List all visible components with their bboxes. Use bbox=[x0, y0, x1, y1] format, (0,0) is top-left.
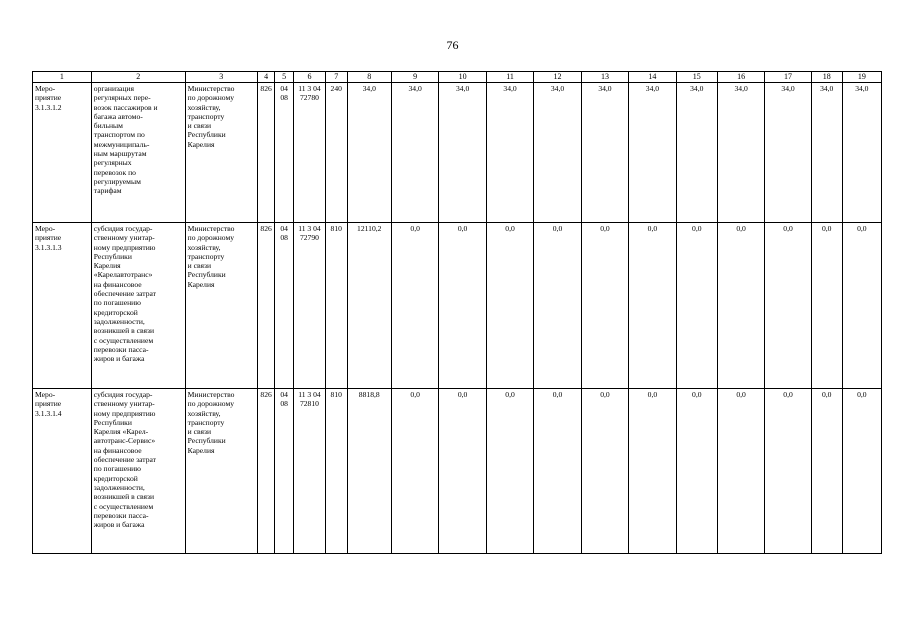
csr-cell: 11 3 04 72790 bbox=[293, 223, 325, 389]
description-cell: субсидия государ- ственному унитар- ному предприятию Республики Карелия «Карелавтотранс» на финансовое обеспечение затрат по погашению кредиторской задолженности, возникшей в связи с осуществлением перевозки пасса- жиров и багажа bbox=[91, 223, 185, 389]
value-cell: 0,0 bbox=[581, 389, 628, 554]
measure-cell: Меро- приятие 3.1.3.1.2 bbox=[33, 83, 92, 223]
grbs-cell: 826 bbox=[257, 83, 275, 223]
column-header: 15 bbox=[676, 72, 717, 83]
vr-cell: 810 bbox=[325, 389, 347, 554]
value-cell: 0,0 bbox=[486, 389, 533, 554]
budget-table bbox=[32, 71, 882, 554]
value-cell: 0,0 bbox=[391, 389, 438, 554]
value-cell: 0,0 bbox=[486, 223, 533, 389]
grbs-cell: 826 bbox=[257, 389, 275, 554]
vr-cell: 240 bbox=[325, 83, 347, 223]
executor-cell: Министерство по дорожному хозяйству, транспорту и связи Республики Карелия bbox=[185, 223, 257, 389]
executor-cell: Министерство по дорожному хозяйству, транспорту и связи Республики Карелия bbox=[185, 83, 257, 223]
value-cell: 0,0 bbox=[676, 223, 717, 389]
value-cell: 0,0 bbox=[842, 223, 881, 389]
value-cell: 0,0 bbox=[534, 223, 581, 389]
column-header: 16 bbox=[717, 72, 764, 83]
header-row bbox=[33, 72, 882, 83]
column-header: 11 bbox=[486, 72, 533, 83]
column-header: 13 bbox=[581, 72, 628, 83]
value-cell: 0,0 bbox=[629, 223, 676, 389]
value-cell: 34,0 bbox=[581, 83, 628, 223]
vr-cell: 810 bbox=[325, 223, 347, 389]
rzpr-cell: 04 08 bbox=[275, 223, 294, 389]
table-row bbox=[33, 389, 882, 554]
column-header: 12 bbox=[534, 72, 581, 83]
measure-cell: Меро- приятие 3.1.3.1.4 bbox=[33, 389, 92, 554]
value-cell: 34,0 bbox=[534, 83, 581, 223]
column-header: 14 bbox=[629, 72, 676, 83]
value-cell: 0,0 bbox=[765, 389, 811, 554]
value-cell: 0,0 bbox=[439, 223, 486, 389]
value-cell: 34,0 bbox=[811, 83, 842, 223]
column-header: 7 bbox=[325, 72, 347, 83]
column-header: 9 bbox=[391, 72, 438, 83]
csr-cell: 11 3 04 72810 bbox=[293, 389, 325, 554]
value-cell: 0,0 bbox=[391, 223, 438, 389]
value-cell: 34,0 bbox=[439, 83, 486, 223]
value-cell: 34,0 bbox=[486, 83, 533, 223]
measure-cell: Меро- приятие 3.1.3.1.3 bbox=[33, 223, 92, 389]
value-cell: 0,0 bbox=[842, 389, 881, 554]
value-cell: 0,0 bbox=[581, 223, 628, 389]
column-header: 6 bbox=[293, 72, 325, 83]
column-header: 2 bbox=[91, 72, 185, 83]
value-cell: 34,0 bbox=[717, 83, 764, 223]
value-cell: 0,0 bbox=[717, 223, 764, 389]
grbs-cell: 826 bbox=[257, 223, 275, 389]
column-header: 4 bbox=[257, 72, 275, 83]
rzpr-cell: 04 08 bbox=[275, 389, 294, 554]
table-row bbox=[33, 83, 882, 223]
value-cell: 0,0 bbox=[811, 223, 842, 389]
column-header: 18 bbox=[811, 72, 842, 83]
value-cell: 12110,2 bbox=[347, 223, 391, 389]
value-cell: 0,0 bbox=[629, 389, 676, 554]
description-cell: субсидия государ- ственному унитар- ному предприятию Республики Карелия «Карел- автотранс-Сервис» на финансовое обеспечение затрат по погашению кредиторской задолженности, возникшей в связи с осуществлением перевозки пасса- жиров и багажа bbox=[91, 389, 185, 554]
rzpr-cell: 04 08 bbox=[275, 83, 294, 223]
value-cell: 34,0 bbox=[676, 83, 717, 223]
column-header: 19 bbox=[842, 72, 881, 83]
csr-cell: 11 3 04 72780 bbox=[293, 83, 325, 223]
column-header: 10 bbox=[439, 72, 486, 83]
column-header: 3 bbox=[185, 72, 257, 83]
column-header: 1 bbox=[33, 72, 92, 83]
value-cell: 8818,8 bbox=[347, 389, 391, 554]
value-cell: 0,0 bbox=[811, 389, 842, 554]
column-header: 17 bbox=[765, 72, 811, 83]
value-cell: 0,0 bbox=[534, 389, 581, 554]
value-cell: 34,0 bbox=[629, 83, 676, 223]
value-cell: 0,0 bbox=[765, 223, 811, 389]
value-cell: 0,0 bbox=[717, 389, 764, 554]
page-number: 76 bbox=[446, 38, 459, 52]
value-cell: 0,0 bbox=[439, 389, 486, 554]
executor-cell: Министерство по дорожному хозяйству, транспорту и связи Республики Карелия bbox=[185, 389, 257, 554]
value-cell: 34,0 bbox=[842, 83, 881, 223]
description-cell: организация регулярных пере- возок пассажиров и багажа автомо- бильным транспортом по межмуниципаль- ным маршрутам регулярных перевозок по регулируемым тарифам bbox=[91, 83, 185, 223]
value-cell: 34,0 bbox=[347, 83, 391, 223]
value-cell: 0,0 bbox=[676, 389, 717, 554]
column-header: 8 bbox=[347, 72, 391, 83]
value-cell: 34,0 bbox=[391, 83, 438, 223]
value-cell: 34,0 bbox=[765, 83, 811, 223]
column-header: 5 bbox=[275, 72, 294, 83]
table-row bbox=[33, 223, 882, 389]
